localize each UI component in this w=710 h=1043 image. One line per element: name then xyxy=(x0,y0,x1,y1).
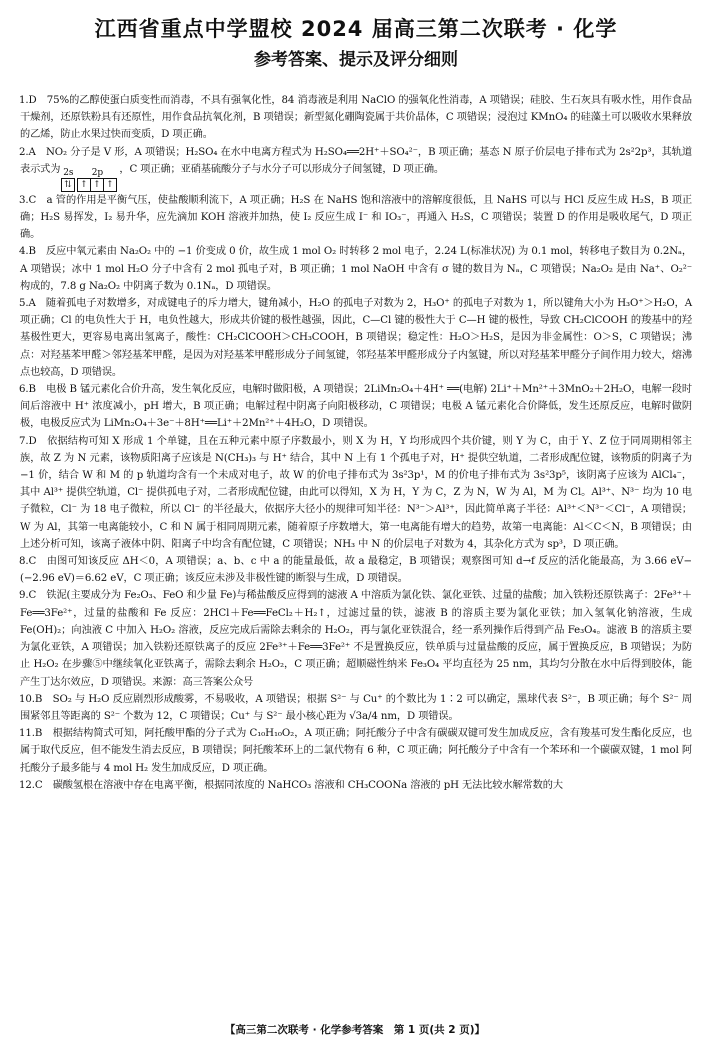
orbital-2p: 2p ↑ ↑ ↑ xyxy=(78,169,117,192)
page-subtitle: 参考答案、提示及评分细则 xyxy=(254,50,458,70)
answer-item-9: 9.C 铁泥(主要成分为 Fe₂O₃、FeO 和少量 Fe)与稀盐酸反应得到的滤液 A 中溶质为氯化铁、氯化亚铁、过量的盐酸；加入铁粉还原铁离子：2Fe³⁺＋Fe══3Fe²⁺，过量的盐酸和 Fe 反应：2HCl＋Fe══FeCl₂＋H₂↑，过滤过量的铁，滤液 B 的溶质主要为氯化亚铁；加入氢氧化钠溶液，生成 Fe(OH)₂；向浊液 C 中加入 H₂O₂ 溶液，反应完成后需除去剩余的 H₂O₂，再与氯化亚铁混合，经一系列操作后得到产品 Fe₃O₄。滤液 B 的溶质主要为氯化亚铁，A 项错误；加入铁粉还原铁离子的反应 2Fe³⁺＋Fe══3Fe²⁺ 不是置换反应，铁单质与过量盐酸的反应，属于置换反应，B 项错误；为防止 H₂O₂ 在步骤⑤中继续氧化亚铁离子，需除去剩余 H₂O₂，C 项正确；超顺磁性纳米 Fe₃O₄ 平均直径为 25 nm，其均匀分散在水中后得到胶体，能产生丁达尔效应，D 项错误。来源：高三答案公众号 xyxy=(19,590,692,688)
orbital-2s: 2s ⇅ xyxy=(63,167,74,190)
orbital-box: ⇅ xyxy=(61,178,75,192)
answer-item-3: 3.C a 管的作用是平衡气压，使盐酸顺利流下，A 项正确；H₂S 在 NaHS 饱和溶液中的溶解度很低，且 NaHS 可以与 HCl 反应生成 H₂S，B 项正确；H₂S 易挥发，I₂ 易升华，应先滴加 KOH 溶液并加热，使 I₂ 反应生成 I⁻ 和 IO₃⁻，再通入 H₂S，C 项错误；装置 D 的作用是吸收尾气，D 项正确。 xyxy=(19,194,692,241)
answer-item-5: 5.A 随着孤电子对数增多，对成键电子的斥力增大，键角减小，H₂O 的孤电子对数为 2，H₃O⁺ 的孤电子对数为 1，所以键角大小为 H₃O⁺＞H₂O，A 项正确；Cl 的电负性大于 H，电负性越大，形成共价键的极性越强，因此，C—Cl 键的极性大于 C—H 键的极性，导致 CH₂ClCOOH 的羧基中的羟基极性更大，更容易电离出氢离子，酸性：CH₂ClCOOH＞CH₃COOH，B 项错误；稳定性：H₂O＞H₂S，是因为非金属性：O＞S，C 项错误；沸点：对羟基苯甲醛＞邻羟基苯甲醛，是因为对羟基苯甲醛形成分子间氢键，邻羟基苯甲醛形成分子内氢键，所以对羟基苯甲醛分子间作用力较大，熔沸点也较高，D 项错误。 xyxy=(19,298,693,378)
answer-item-12: 12.C 碳酸氢根在溶液中存在电离平衡，根据同浓度的 NaHCO₃ 溶液和 CH₃COONa 溶液的 pH 无法比较水解常数的大 xyxy=(19,779,563,791)
page-title: 江西省重点中学盟校 2024 届高三第二次联考 · 化学 xyxy=(94,17,618,41)
answer-item-8: 8.C 由图可知该反应 ΔH＜0，A 项错误；a、b、c 中 a 的能量最低，故 a 最稳定，B 项错误；观察图可知 d→f 反应的活化能最高，为 3.66 eV−(−2.96 eV)＝6.62 eV，C 项正确；该反应未涉及非极性键的断裂与生成，D 项错误。 xyxy=(19,556,692,585)
answer-item-10: 10.B SO₂ 与 H₂O 反应剧烈形成酸雾，不易吸收，A 项错误；根据 S²⁻ 与 Cu⁺ 的个数比为 1∶2 可以确定，黑球代表 S²⁻，B 项正确；每个 S²⁻ 周围紧邻且等距离的 S²⁻ 个数为 12，C 项错误；Cu⁺ 与 S²⁻ 最小核心距为 √3a/4 nm，D 项错误。 xyxy=(19,693,692,722)
answer-item-6: 6.B 电极 B 锰元素化合价升高，发生氧化反应，电解时做阳极，A 项错误；2LiMn₂O₄＋4H⁺ ══(电解) 2Li⁺＋Mn²⁺＋3MnO₂＋2H₂O，电解一段时间后溶液中 H⁺ 浓度减小，pH 增大，B 项正确；电解过程中阴离子向阳极移动，C 项错误；电极 A 锰元素化合价降低，发生还原反应，电解时做阴极，电极反应式为 LiMn₂O₄＋3e⁻＋8H⁺══Li⁺＋2Mn²⁺＋4H₂O，D 项错误。 xyxy=(19,384,692,430)
answer-item-4: 4.B 反应中氧元素由 Na₂O₂ 中的 −1 价变成 0 价，故生成 1 mol O₂ 时转移 2 mol 电子，2.24 L(标准状况) 为 0.1 mol，转移电子数目为 0.2Nₐ，A 项错误；冰中 1 mol H₂O 分子中含有 2 mol 孤电子对，B 项正确；1 mol NaOH 中含有 σ 键的数目为 Nₐ，C 项错误；Na₂O₂ 是由 Na⁺、O₂²⁻ 构成的，7.8 g Na₂O₂ 中阴离子数为 0.1Nₐ，D 项错误。 xyxy=(19,246,692,292)
answer-item-1: 1.D 75%的乙醇使蛋白质变性而消毒，不具有强氧化性，84 消毒液是利用 NaClO 的强氧化性消毒，A 项错误；硅胶、生石灰具有吸水性，用作食品干燥剂，还原铁粉具有还原性，用作食品抗氧化剂，B 项错误；新型氮化硼陶瓷属于共价晶体，C 项错误；浸泡过 KMnO₄ 的硅藻土可以吸收水果释放的乙烯，防止水果过快而变质，D 项正确。 xyxy=(19,95,692,141)
orbital-diagram xyxy=(62,169,117,192)
orbital-box: ↑ xyxy=(103,178,117,192)
orbital-box: ↑ xyxy=(77,178,91,192)
answer-item-7: 7.D 依据结构可知 X 形成 1 个单键，且在五种元素中原子序数最小，则 X 为 H，Y 均形成四个共价键，则 Y 为 C，由于 Y、Z 位于同周期相邻主族，故 Z 为 N 元素，该物质阳离子应该是 N(CH₃)₃ 与 H⁺ 结合，其中 N 上有 1 个孤电子对，H⁺ 提供空轨道，二者形成配位键，该物质的阴离子为 −1 价，结合 W 和 M 的 p 轨道均含有一个未成对电子，故 W 的价电子排布式为 3s²3p¹，M 的价电子排布式为 3s²3p⁵，该阴离子应该为 AlCl₄⁻，其中 Al³⁺ 提供空轨道，Cl⁻ 提供孤电子对，二者形成配位键，由此可以得知，X 为 H，Y 为 C，Z 为 N，W 为 Al，M 为 Cl。Al³⁺、N³⁻ 均为 10 电子微粒，Cl⁻ 为 18 电子微粒，所以 Cl⁻ 的半径最大，依据序大径小的规律可知半径：N³⁻＞Al³⁺，因此简单离子半径：Al³⁺＜N³⁻＜Cl⁻，A 项错误；W 为 Al，其第一电离能较小，C 和 N 属于相同周期元素，随着原子序数增大，第一电离能有增大的趋势，故第一电离能：Al＜C＜N，B 项错误；由上述分析可知，该离子液体中阴、阳离子中均含有配位键，C 项错误；NH₃ 中 N 的价层电子对数为 4，其杂化方式为 sp³，D 项正确。 xyxy=(19,435,692,550)
page-footer: 【高三第二次联考 · 化学参考答案 第 1 页(共 2 页)】 xyxy=(224,1024,486,1036)
orbital-box: ↑ xyxy=(90,178,104,192)
answer-item-2: 2.A NO₂ 分子是 V 形，A 项错误；H₂SO₄ 在水中电离方程式为 H₂SO₄══2H⁺＋SO₄²⁻，B 项正确；基态 N 原子价层电子排布式为 2s²2p³，其轨道表示式为 2s ⇅ 2p ↑ ↑ ↑ ，C 项正确；亚硝基硫酸分子与水分子可以形成分子间氢键，D 项正确。 xyxy=(19,146,692,190)
answer-item-11: 11.B 根据结构简式可知，阿托酸甲酯的分子式为 C₁₀H₁₀O₂，A 项正确；阿托酸分子中含有碳碳双键可发生加成反应，含有羧基可发生酯化反应，也属于取代反应，但不能发生消去反应，B 项错误；阿托酸苯环上的二氯代物有 6 种，C 项正确；阿托酸分子中含有一个苯环和一个碳碳双键，1 mol 阿托酸分子最多能与 4 mol H₂ 发生加成反应，D 项正确。 xyxy=(19,728,692,774)
answer-list xyxy=(20,92,692,794)
